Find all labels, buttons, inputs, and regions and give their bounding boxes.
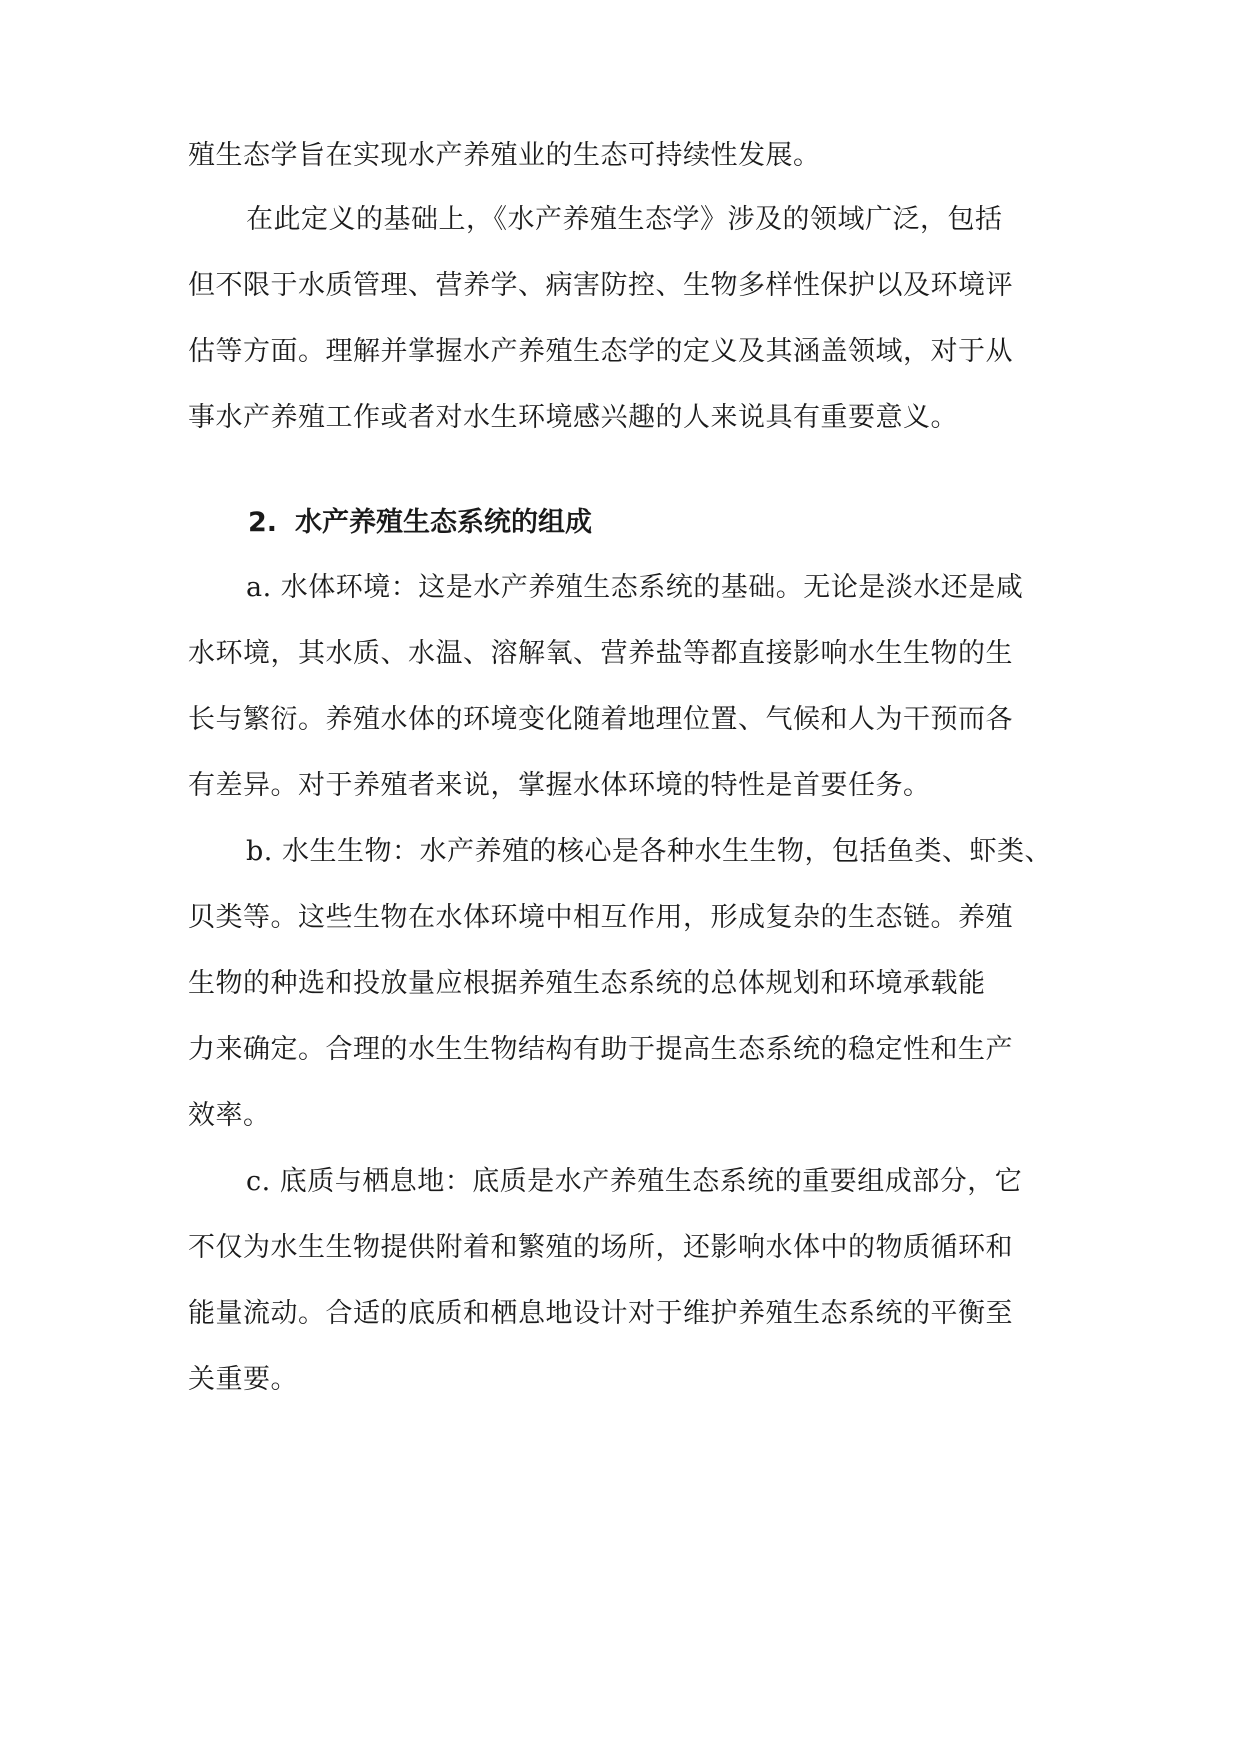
text-line: 贝类等。这些生物在水体环境中相互作用，形成复杂的生态链。养殖 xyxy=(188,902,1013,933)
text-line: b. 水生生物：水产养殖的核心是各种水生生物，包括鱼类、虾类、 xyxy=(246,836,1052,867)
text-line: 事水产养殖工作或者对水生环境感兴趣的人来说具有重要意义。 xyxy=(188,402,958,433)
text-line: 不仅为水生生物提供附着和繁殖的场所，还影响水体中的物质循环和 xyxy=(188,1232,1013,1263)
text-line: 长与繁衍。养殖水体的环境变化随着地理位置、气候和人为干预而各 xyxy=(188,704,1013,735)
section-heading xyxy=(248,503,592,543)
text-line: c. 底质与栖息地：底质是水产养殖生态系统的重要组成部分，它 xyxy=(246,1166,1023,1197)
text-line: 生物的种选和投放量应根据养殖生态系统的总体规划和环境承载能 xyxy=(188,968,986,999)
text-line: 效率。 xyxy=(188,1100,271,1131)
text-line: 在此定义的基础上，《水产养殖生态学》涉及的领域广泛，包括 xyxy=(246,204,1003,235)
text-line: 能量流动。合适的底质和栖息地设计对于维护养殖生态系统的平衡至 xyxy=(188,1298,1013,1329)
text-line: 水环境，其水质、水温、溶解氧、营养盐等都直接影响水生生物的生 xyxy=(188,638,1013,669)
text-line: 估等方面。理解并掌握水产养殖生态学的定义及其涵盖领域，对于从 xyxy=(188,336,1013,367)
section-title: 水产养殖生态系统的组成 xyxy=(295,507,593,538)
text-line: 有差异。对于养殖者来说，掌握水体环境的特性是首要任务。 xyxy=(188,770,931,801)
text-line: 但不限于水质管理、营养学、病害防控、生物多样性保护以及环境评 xyxy=(188,270,1013,301)
text-line: 殖生态学旨在实现水产养殖业的生态可持续性发展。 xyxy=(188,140,821,171)
text-line: 关重要。 xyxy=(188,1364,298,1395)
text-line: 力来确定。合理的水生生物结构有助于提高生态系统的稳定性和生产 xyxy=(188,1034,1013,1065)
text-line: a. 水体环境：这是水产养殖生态系统的基础。无论是淡水还是咸 xyxy=(246,572,1024,603)
section-number: 2. xyxy=(248,507,278,538)
